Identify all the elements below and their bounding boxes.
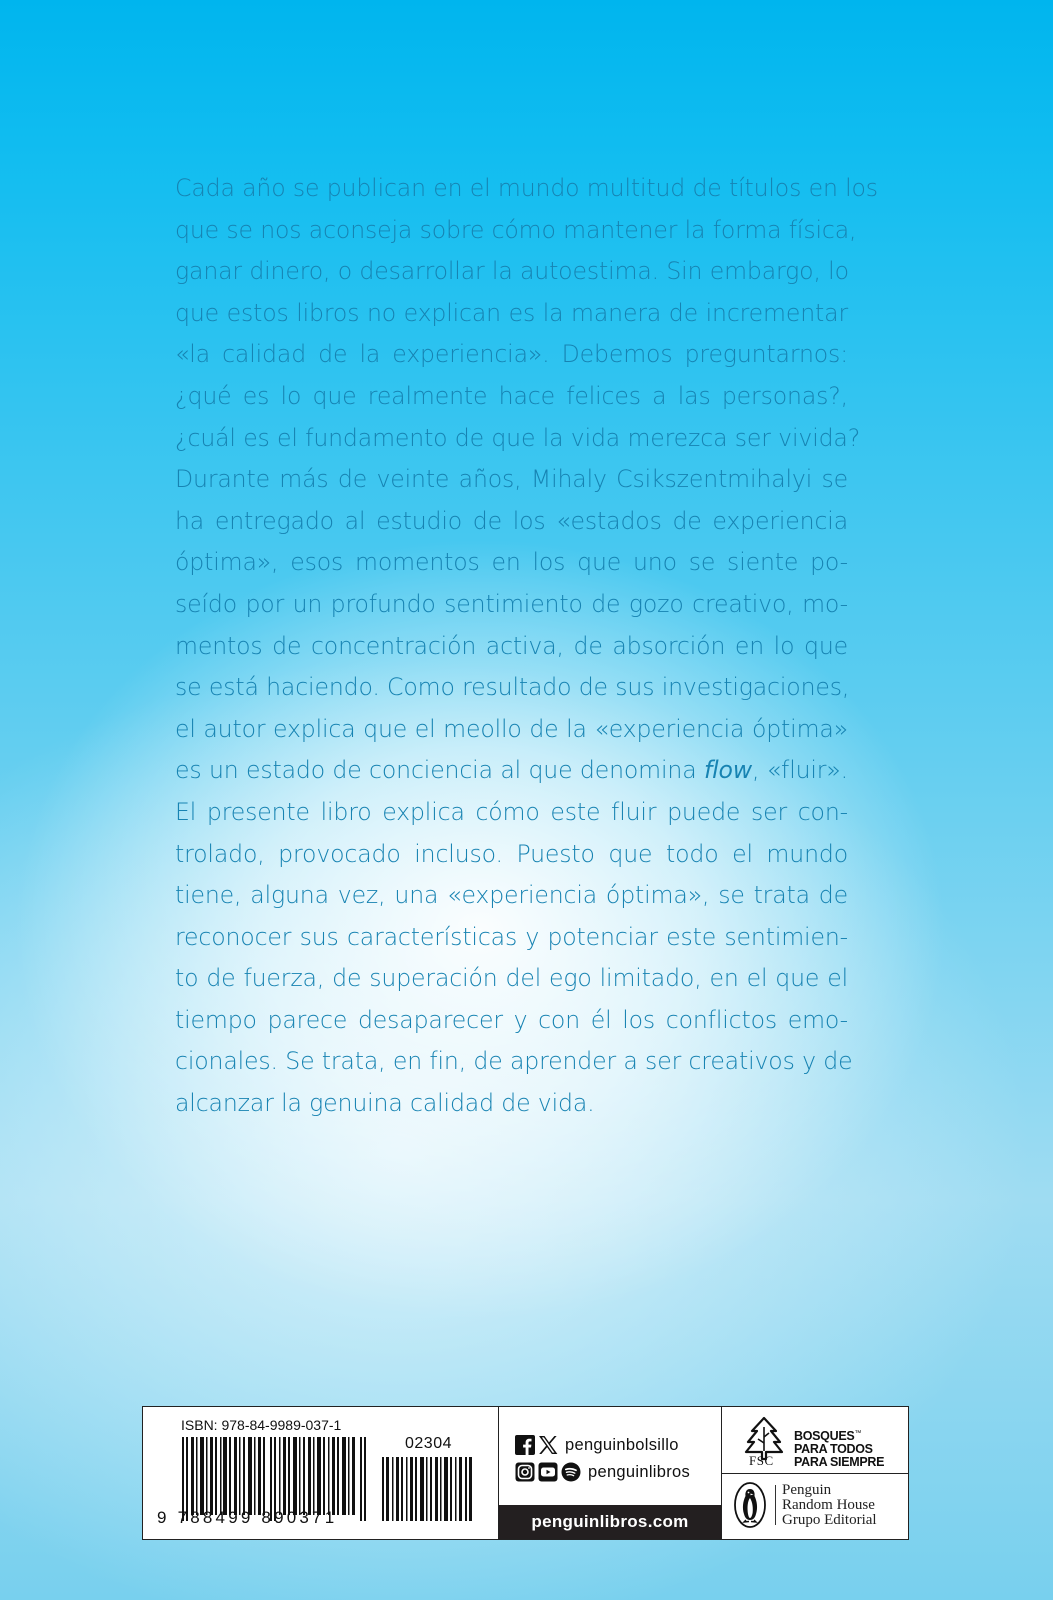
publisher-line: Random House — [782, 1497, 875, 1513]
blurb-line: tiene, alguna vez, una «experiencia óptima», se trata de — [175, 881, 848, 910]
fsc-slogan-line: BOSQUES — [794, 1429, 855, 1444]
fsc-slogan-line: PARA TODOS — [794, 1442, 873, 1457]
blurb-line: alcanzar la genuina calidad de vida. — [175, 1089, 595, 1118]
ean-digits: 9 788499 890371 — [157, 1508, 338, 1527]
blurb-line: trolado, provocado incluso. Puesto que todo el mundo — [175, 839, 848, 868]
fsc-label: FSC — [749, 1453, 774, 1468]
social-panel — [499, 1407, 722, 1539]
blurb-line: el autor explica que el meollo de la «experiencia óptima» — [175, 714, 848, 743]
social-handle-libros[interactable]: penguinlibros — [588, 1462, 691, 1481]
blurb-text: , «fluir». — [751, 756, 848, 785]
addon-code: 02304 — [405, 1435, 452, 1452]
blurb-line: «la calidad de la experiencia». Debemos preguntarnos: — [175, 340, 848, 369]
blurb-line: ha entregado al estudio de los «estados de experiencia — [175, 506, 848, 535]
website-link[interactable]: penguinlibros.com — [499, 1505, 721, 1539]
isbn-label: ISBN: 978-84-9989-037-1 — [181, 1417, 342, 1433]
flow-term: flow — [703, 756, 752, 785]
social-row-bolsillo — [515, 1435, 679, 1455]
blurb-line: ¿qué es lo que realmente hace felices a las personas?, — [175, 381, 848, 410]
blurb-line: reconocer sus características y potenciar este sentimien- — [175, 922, 848, 951]
spotify-icon[interactable] — [561, 1462, 581, 1482]
penguin-icon — [734, 1482, 766, 1528]
blurb-line: que se nos aconseja sobre cómo mantener la forma física, — [175, 215, 857, 244]
logos-panel — [722, 1407, 908, 1539]
blurb-line: El presente libro explica cómo este fluir puede ser con- — [175, 797, 848, 826]
x-icon[interactable] — [538, 1435, 558, 1455]
back-cover-blurb — [175, 168, 878, 1125]
youtube-icon[interactable] — [538, 1462, 558, 1482]
publisher-line: Grupo Editorial — [782, 1512, 877, 1528]
blurb-line: se está haciendo. Como resultado de sus investigaciones, — [175, 673, 850, 702]
publisher-logo — [722, 1473, 908, 1539]
blurb-line: seído por un profundo sentimiento de gozo creativo, mo- — [175, 589, 848, 618]
fsc-slogan-line: PARA SIEMPRE — [794, 1455, 885, 1470]
fsc-logo — [722, 1407, 908, 1474]
social-row-libros — [515, 1462, 690, 1482]
blurb-line: óptima», esos momentos en los que uno se siente po- — [175, 548, 848, 577]
blurb-text: es un estado de conciencia al que denomina — [175, 756, 697, 785]
barcode-panel — [143, 1407, 499, 1539]
publisher-line: Penguin — [782, 1482, 832, 1498]
instagram-icon[interactable] — [515, 1462, 535, 1482]
social-handle-bolsillo[interactable]: penguinbolsillo — [565, 1435, 679, 1454]
blurb-line: Cada año se publican en el mundo multitud de títulos en los — [175, 174, 878, 202]
publisher-name — [782, 1483, 877, 1528]
blurb-line: cionales. Se trata, en fin, de aprender a ser creativos y de — [175, 1047, 853, 1076]
trademark: ™ — [854, 1430, 862, 1437]
back-cover-footer — [142, 1406, 909, 1540]
blurb-line: ¿cuál es el fundamento de que la vida merezca ser vivida? — [175, 423, 861, 452]
facebook-icon[interactable] — [515, 1435, 535, 1455]
blurb-line: mentos de concentración activa, de absorción en lo que — [175, 631, 848, 660]
blurb-line: tiempo parece desaparecer y con él los conflictos emo- — [175, 1005, 848, 1034]
fsc-slogan — [794, 1427, 884, 1469]
blurb-line-flow — [175, 750, 848, 792]
blurb-line: Durante más de veinte años, Mihaly Csikszentmihalyi se — [175, 465, 848, 494]
blurb-line: to de fuerza, de superación del ego limitado, en el que el — [175, 964, 848, 993]
addon-barcode — [382, 1457, 472, 1521]
logo-divider — [775, 1485, 776, 1525]
blurb-line: ganar dinero, o desarrollar la autoestima. Sin embargo, lo — [175, 257, 849, 286]
blurb-line: que estos libros no explican es la manera de incrementar — [175, 298, 848, 327]
